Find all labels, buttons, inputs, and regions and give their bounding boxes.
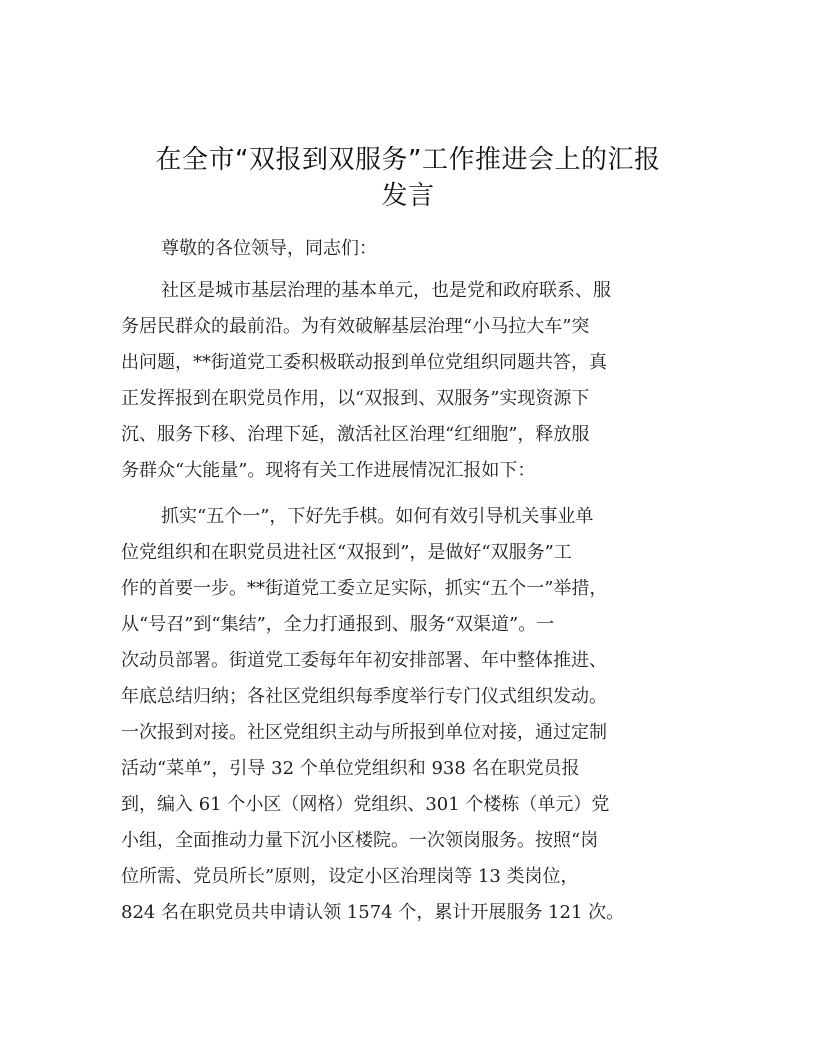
document-title — [100, 142, 716, 214]
paragraph-line: 一次报到对接。社区党组织主动与所报到单位对接，通过定制 — [121, 722, 607, 743]
paragraph-line: 社区是城市基层治理的基本单元，也是党和政府联系、服 — [161, 280, 611, 301]
paragraph-line: 位党组织和在职党员进社区“双报到”，是做好“双服务”工 — [121, 542, 572, 563]
paragraph-line: 抓实“五个一”，下好先手棋。如何有效引导机关事业单 — [161, 506, 594, 527]
paragraph-line: 务居民群众的最前沿。为有效破解基层治理“小马拉大车”突 — [121, 316, 590, 337]
paragraph-line: 824 名在职党员共申请认领 1574 个，累计开展服务 121 次。 — [121, 902, 625, 923]
greeting-line: 尊敬的各位领导，同志们： — [161, 238, 377, 259]
paragraph-line: 位所需、党员所长”原则，设定小区治理岗等 13 类岗位， — [121, 866, 579, 887]
title-line-1: 在全市“双报到双服务”工作推进会上的汇报 — [155, 145, 661, 175]
paragraph-line: 小组，全面推动力量下沉小区楼院。一次领岗服务。按照“岗 — [121, 830, 599, 851]
paragraph-line: 活动“菜单”，引导 32 个单位党组织和 938 名在职党员报 — [121, 758, 580, 779]
paragraph-line: 正发挥报到在职党员作用，以“双报到、双服务”实现资源下 — [121, 388, 590, 409]
paragraph-line: 出问题，**街道党工委积极联动报到单位党组织同题共答，真 — [121, 352, 607, 373]
title-line-2: 发言 — [381, 181, 435, 211]
paragraph-line: 次动员部署。街道党工委每年年初安排部署、年中整体推进、 — [121, 650, 607, 671]
paragraph-line: 沉、服务下移、治理下延，激活社区治理“红细胞”，释放服 — [121, 424, 590, 445]
paragraph-line: 到，编入 61 个小区（网格）党组织、301 个楼栋（单元）党 — [121, 794, 610, 815]
document-body — [121, 231, 697, 931]
intro-paragraph — [121, 273, 697, 489]
paragraph-line: 务群众“大能量”。现将有关工作进展情况汇报如下： — [121, 460, 536, 481]
paragraph-line: 作的首要一步。**街道党工委立足实际，抓实“五个一”举措， — [121, 578, 608, 599]
greeting-paragraph — [121, 231, 697, 267]
paragraph-line: 年底总结归纳；各社区党组织每季度举行专门仪式组织发动。 — [121, 686, 607, 707]
section-paragraph-five-ones — [121, 499, 697, 931]
paragraph-line: 从“号召”到“集结”，全力打通报到、服务“双渠道”。一 — [121, 614, 555, 635]
